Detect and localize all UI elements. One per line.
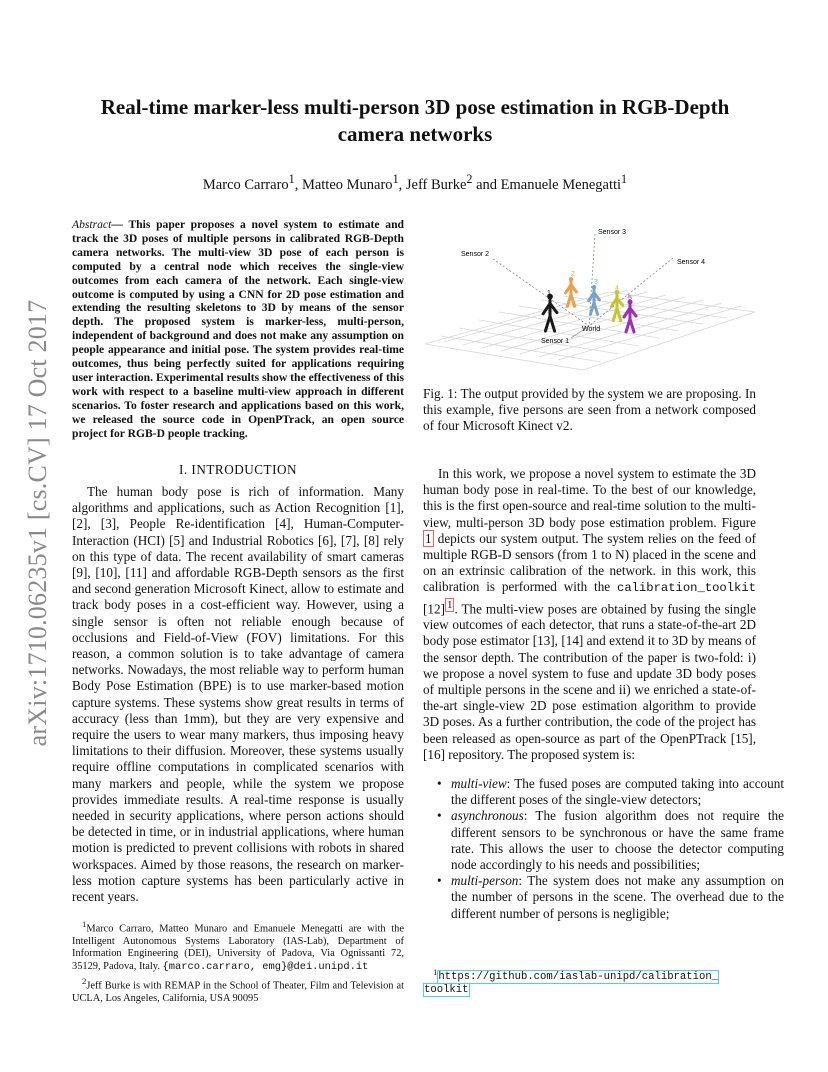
author-name: Jeff Burke (405, 176, 467, 193)
toolkit-code: calibration_toolkit (617, 581, 756, 596)
sensor-1-label: Sensor 1 (541, 338, 570, 345)
toolkit-url-link[interactable]: https://github.com/iaslab-unipd/calibration_ (438, 971, 719, 984)
footnote-reference-link[interactable]: 1 (446, 598, 453, 611)
section-heading: I. INTRODUCTION (178, 462, 298, 477)
person-5-id: 5 (628, 295, 632, 302)
person-3-id: 3 (594, 279, 598, 286)
arxiv-identifier: arXiv:1710.06235v1 [cs.CV] 17 Oct 2017 (23, 299, 52, 747)
person-skeleton (624, 305, 636, 332)
scene-render (423, 220, 756, 376)
author-list (70, 172, 760, 194)
footnote-1: $^1$Marco Carraro, Matteo Munaro and Emanuele Menegatti are with the Intelligent Autonomous Systems Laboratory (IAS-Lab), Department of Information Engineering (DEI), University of Padova, Via Ognissanti 72, 35129, Padova, Italy. {marco.carraro, emg}@dei.unipd.it (72, 919, 404, 973)
world-label: World (582, 326, 601, 333)
abstract-text: This paper proposes a novel system to estimate and track the 3D poses of multiple persons in calibrated RGB-Depth camera networks. The multi-view 3D pose of each person is computed by a central node which receives the single-view outcomes from each camera of the network. Each single-view outcome is computed by using a CNN for 2D pose estimation and extending the resulting skeletons to 3D by means of the sensor depth. The proposed system is marker-less, multi-person, independent of background and does not make any assumption on people appearance and initial pose. The system provides real-time outcomes, thus being perfectly suited for applications requiring user interaction. Experimental results show the effectiveness of this work with respect to a baseline multi-view approach in different scenarios. To foster research and applications based on this work, we released the source code in OpenPTrack, an open source project for RGB-D people tracking. (72, 218, 404, 440)
affiliation-mark: 1 (621, 172, 628, 186)
title-line-1: Real-time marker-less multi-person 3D pose estimation in RGB-Depth (100, 95, 730, 119)
author-name: Matteo Munaro (301, 176, 393, 193)
affiliation-footnotes (72, 918, 404, 1007)
figure-1-image (423, 220, 756, 376)
affiliation-mark: 1 (288, 172, 295, 186)
list-item: • asynchronous: The fusion algorithm does not require the different sensors to be synchronous or have the same frame rate. This allows the user to choose the detector computing node accordingly to his needs and possibilities; (451, 808, 784, 873)
affiliation-mark: 1 (392, 172, 399, 186)
toolkit-url-link-continued[interactable]: toolkit (424, 983, 469, 996)
sensor-3-label: Sensor 3 (598, 229, 627, 236)
footnote-email: {marco.carraro, emg}@dei.unipd.it (162, 960, 369, 973)
url-footnote: $^1$https://github.com/iaslab-unipd/calibration_ toolkit (424, 967, 719, 996)
abstract-dash: — (111, 218, 129, 231)
author-separator: , (294, 176, 302, 193)
author-name: Marco Carraro (202, 176, 289, 193)
abstract (72, 218, 404, 441)
list-item: • multi-view: The fused poses are computed taking into account the different poses of the single-view detectors; (451, 776, 784, 808)
paper-title (70, 94, 760, 148)
author-separator: , (398, 176, 406, 193)
contribution-paragraph: In this work, we propose a novel system to estimate the 3D human body pose in real-time. To the best of our knowledge, this is the first open-source and real-time solution to the multi-view, multi-person 3D body pose estimation problem. Figure 1 depicts our system output. The system relies on the feed of multiple RGB-D sensors (from 1 to N) placed in the scene and on an extrinsic calibration of the network. in this work, this calibration is performed with the calibration_toolkit [12] $^1$ . The multi-view poses are obtained by fusing the single view outcomes of each detector, that runs a state-of-the-art 2D body pose estimator [13], [14] and extend it to 3D by means of the sensor depth. The contribution of the paper is two-fold: i) we propose a novel system to fuse and update 3D body poses of multiple persons in the scene and ii) we enriched a state-of-the-art single-view 2D pose estimation algorithm to provide 3D poses. As a further contribution, the code of the project has been released as open-source as part of the OpenPTrack [15], [16] repository. The proposed system is: (423, 466, 756, 762)
intro-text: The human body pose is rich of information. Many algorithms and applications, such as Action Recognition [1], [2], [3], People Re-identification [4], Human-Computer-Interaction (HCI) [5] and Industrial Robotics [6], [7], [8] rely on this type of data. The recent availability of smart cameras [9], [10], [11] and affordable RGB-Depth sensors as the first and second generation Microsoft Kinect, allow to estimate and track body poses in a cost-efficient way. However, using a single sensor is often not reliable enough because of occlusions and Field-of-View (FOV) limitations. For this reason, a common solution is to take advantage of camera networks. Nowadays, the most reliable way to perform human Body Pose Estimation (BPE) is to use marker-based motion capture systems. These systems show great results in terms of accuracy (less than 1mm), but they are very expensive and require the users to wear many markers, thus imposing heavy limitations to their diffusion. Moreover, these systems usually require offline computations in complicated scenarios with many markers and people, while the system we propose provides immediate results. A real-time response is usually needed in security applications, where person actions should be detected in time, or in industrial applications, where human motion is predicted to prevent collisions with robots in shared workspaces. Aimed by those reasons, the research on marker-less motion capture systems has been particularly active in recent years. (72, 484, 404, 905)
sensor-2-label: Sensor 2 (461, 251, 490, 258)
list-item: • multi-person: The system does not make any assumption on the number of persons in the scene. The overhead due to the different number of persons is negligible; (451, 873, 784, 922)
person-skeleton (543, 300, 557, 331)
figure-reference-link[interactable]: 1 (425, 530, 432, 546)
footnote-2: $^2$Jeff Burke is with REMAP in the School of Theater, Film and Television at UCLA, Los Angeles, California, USA 90095 (72, 976, 404, 1004)
person-2-id: 2 (571, 271, 575, 278)
title-line-2: camera networks (337, 122, 493, 146)
author-name: Emanuele Menegatti (500, 176, 622, 193)
abstract-label: Abstract (72, 218, 112, 231)
arxiv-sidebar (20, 288, 56, 758)
affiliation-mark: 2 (466, 172, 473, 186)
person-1-id: 1 (547, 290, 551, 297)
person-4-id: 4 (615, 285, 619, 292)
feature-list (423, 776, 784, 922)
author-separator: and (472, 176, 501, 193)
figure-1-caption: Fig. 1: The output provided by the system we are proposing. In this example, five persons are seen from a network composed of four Microsoft Kinect v2. (423, 386, 756, 434)
sensor-4-label: Sensor 4 (677, 259, 706, 266)
introduction-paragraph (72, 484, 404, 905)
